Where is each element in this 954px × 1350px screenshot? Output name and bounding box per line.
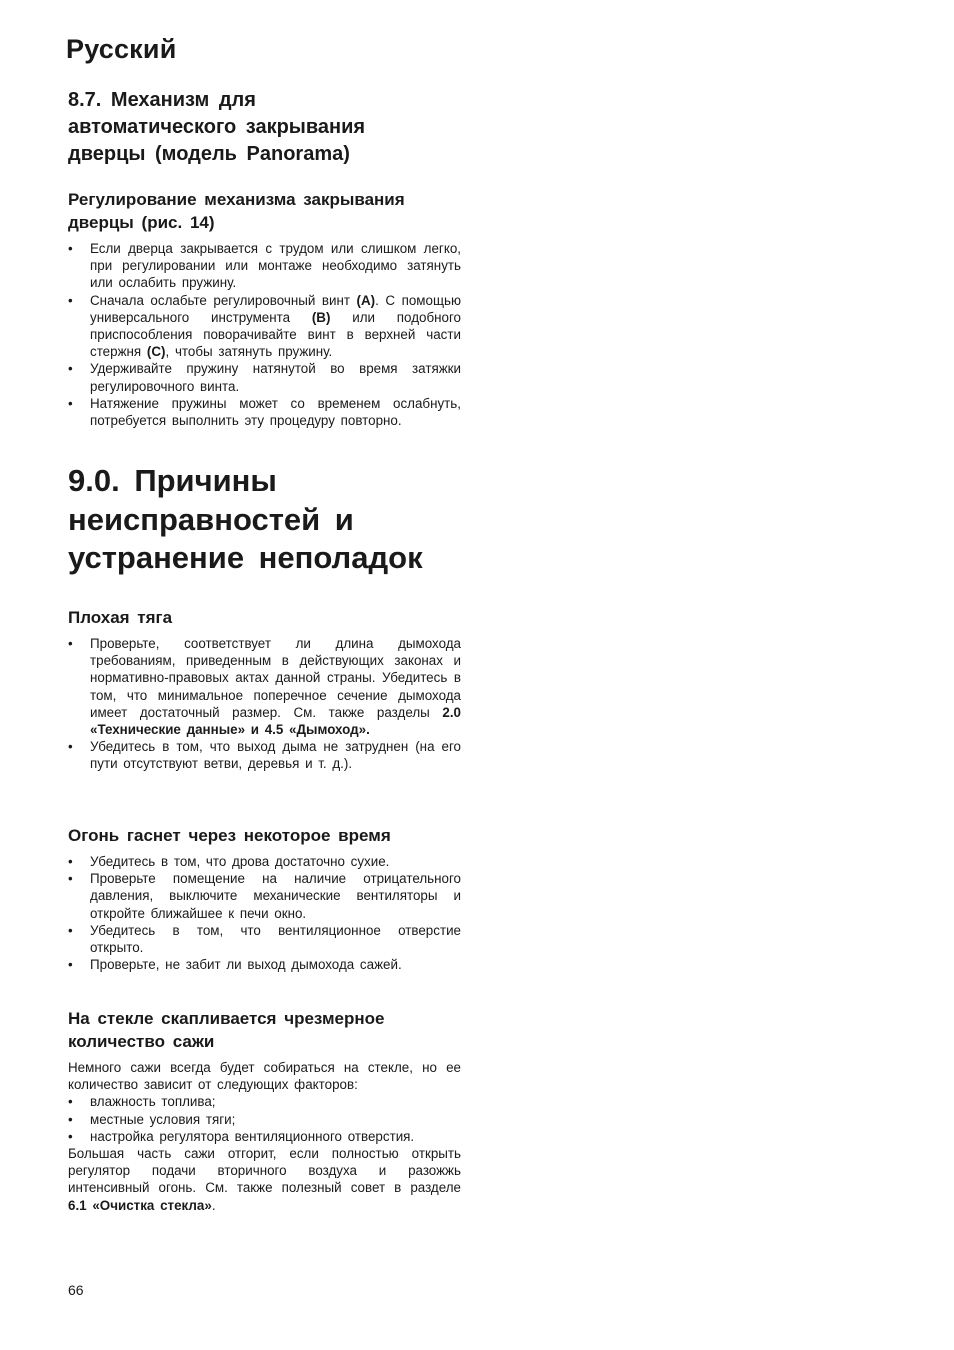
soot-outro-paragraph: Большая часть сажи отгорит, если полностью открыть регулятор подачи вторичного воздуха и разожжь интенсивный огонь. См. также полезный совет в разделе 6.1 «Очистка стекла». (68, 1146, 461, 1213)
subsection-title-line-2: количество сажи (68, 1032, 215, 1051)
fire-goes-out-list (68, 853, 461, 973)
section-9-0 (68, 462, 488, 578)
poor-draft-section (68, 606, 461, 773)
list-item: • Проверьте, не забит ли выход дымохода сажей. (68, 956, 461, 973)
page-number: 66 (68, 1282, 84, 1298)
adjustment-steps-list (68, 240, 461, 429)
chapter-title (68, 462, 488, 578)
list-item: • влажность топлива; (68, 1093, 461, 1110)
section-title-line-3: дверцы (модель Panorama) (68, 143, 350, 165)
soot-section (68, 1007, 461, 1214)
section-8-7 (68, 87, 461, 168)
list-item: • Убедитесь в том, что выход дыма не затруднен (на его пути отсутствуют ветви, деревья и т. д.). (68, 738, 461, 772)
subsection-title-line-1: Регулирование механизма закрывания (68, 190, 405, 209)
list-item: • Удерживайте пружину натянутой во время затяжки регулировочного винта. (68, 360, 461, 394)
cross-reference: 6.1 «Очистка стекла» (68, 1197, 212, 1213)
chapter-title-line-3: устранение неполадок (68, 540, 423, 575)
subsection-title (68, 1007, 461, 1053)
section-title (68, 87, 461, 168)
page-language-header: Русский (66, 34, 177, 64)
chapter-title-line-2: неисправностей и (68, 501, 354, 537)
subsection-title: Огонь гаснет через некоторое время (68, 826, 391, 845)
list-item: • Проверьте, соответствует ли длина дымохода требованиям, приведенным в действующих законах и нормативно-правовых актах данной страны. Убедитесь в том, что минимальное поперечное сечение дымохода имеет достаточный размер. См. также разделы 2.0 «Технические данные» и 4.5 «Дымоход». (68, 635, 461, 738)
subsection-title-line-1: На стекле скапливается чрезмерное (68, 1009, 385, 1028)
cross-reference: 2.0 «Технические данные» и 4.5 «Дымоход». (90, 704, 461, 738)
list-item: • Сначала ослабьте регулировочный винт (A). С помощью универсального инструмента (B) или подобного приспособления поворачивайте винт в верхней части стержня (C), чтобы затянуть пружину. (68, 292, 461, 361)
door-closer-adjustment (68, 188, 461, 429)
soot-factors-list (68, 1093, 461, 1145)
subsection-title: Плохая тяга (68, 608, 173, 627)
label-a: (A) (356, 292, 376, 308)
subsection-title (68, 188, 461, 234)
section-title-line-2: автоматического закрывания (68, 116, 366, 138)
list-item: • Убедитесь в том, что дрова достаточно сухие. (68, 853, 461, 870)
list-item: • Убедитесь в том, что вентиляционное отверстие открыто. (68, 922, 461, 956)
soot-intro-paragraph: Немного сажи всегда будет собираться на стекле, но ее количество зависит от следующих факторов: (68, 1060, 461, 1093)
list-item: • настройка регулятора вентиляционного отверстия. (68, 1128, 461, 1145)
list-item: • Проверьте помещение на наличие отрицательного давления, выключите механические вентиляторы и откройте ближайшее к печи окно. (68, 870, 461, 922)
poor-draft-list (68, 635, 461, 773)
label-c: (C) (146, 344, 166, 360)
list-item: • Натяжение пружины может со временем ослабнуть, потребуется выполнить эту процедуру повторно. (68, 395, 461, 429)
list-item: • Если дверца закрывается с трудом или слишком легко, при регулировании или монтаже необходимо затянуть или ослабить пружину. (68, 240, 461, 292)
chapter-title-line-1: 9.0. Причины (68, 463, 277, 498)
label-b: (B) (311, 309, 331, 325)
fire-goes-out-section (68, 824, 461, 973)
section-title-line-1: 8.7. Механизм для (68, 89, 256, 111)
list-item: • местные условия тяги; (68, 1111, 461, 1128)
subsection-title-line-2: дверцы (рис. 14) (68, 213, 215, 232)
